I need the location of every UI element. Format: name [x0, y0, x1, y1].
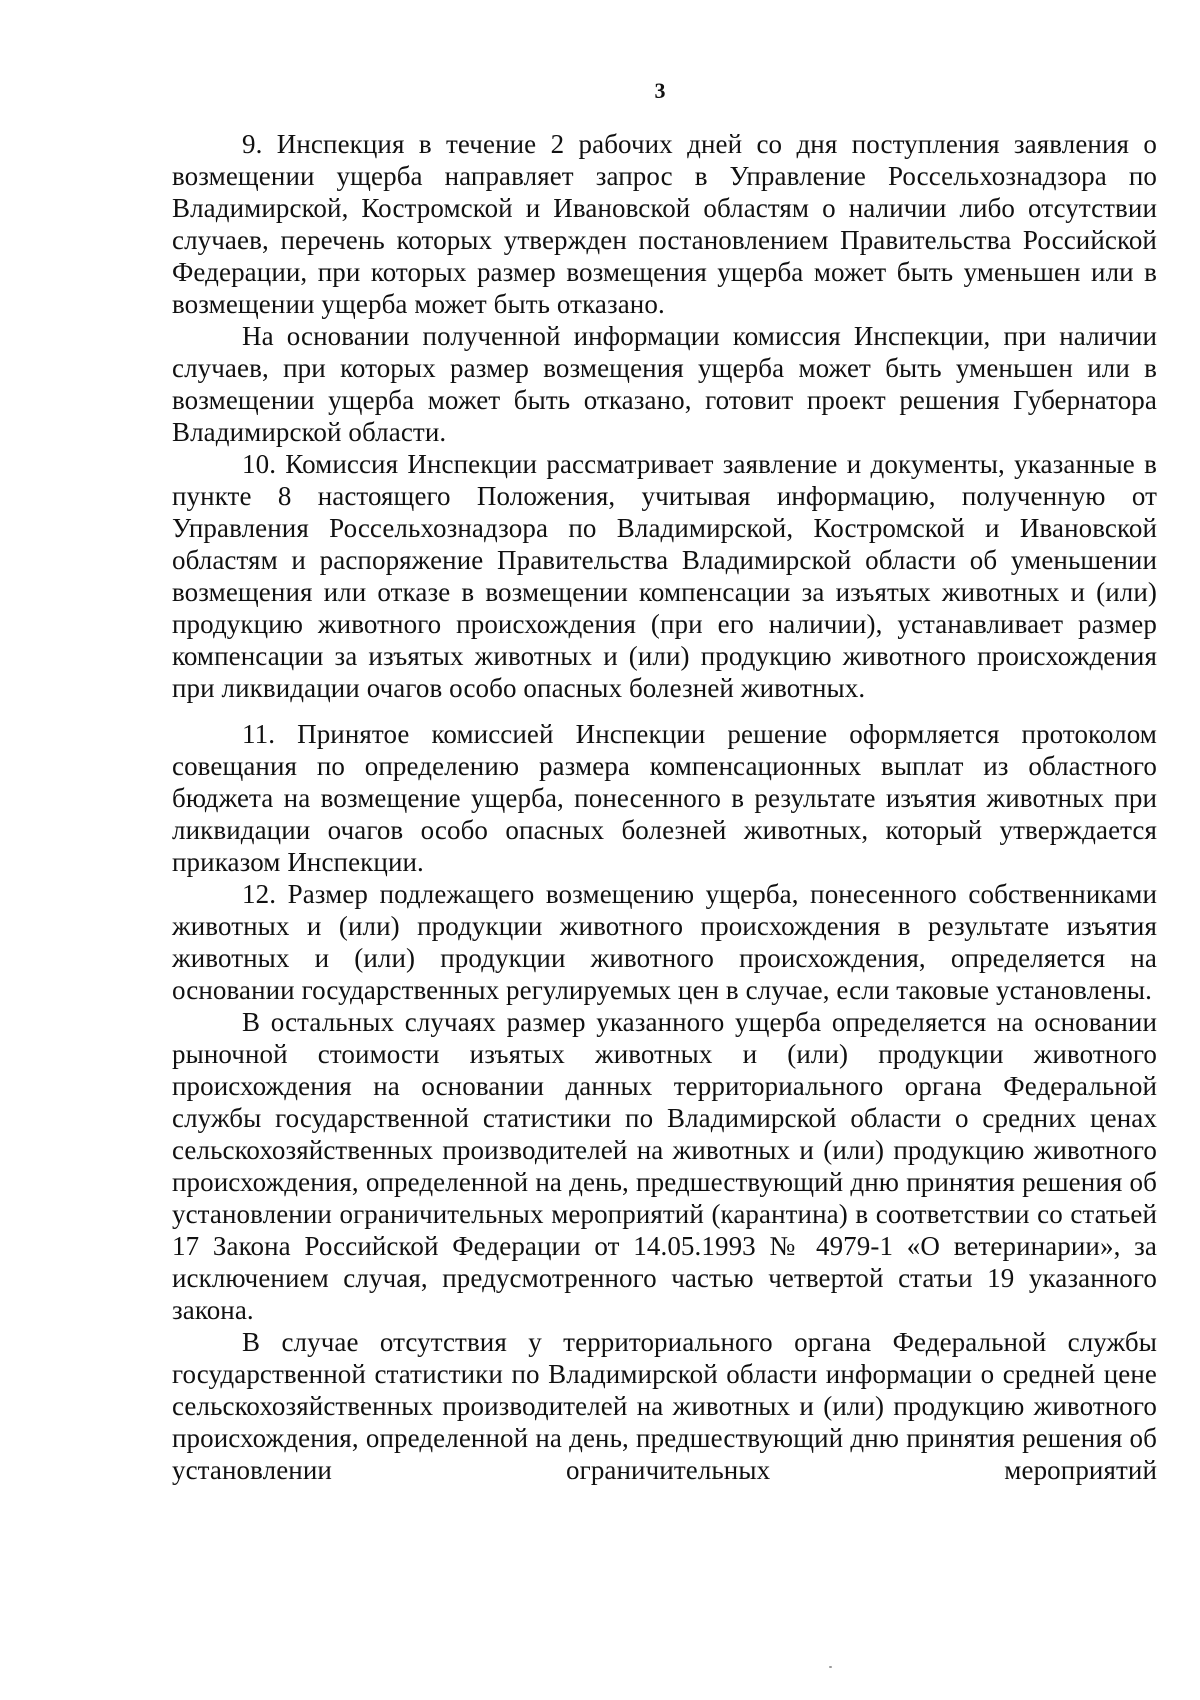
paragraph-item-12-absence-of-data: В случае отсутствия у территориального органа Федеральной службы государственной статистики по Владимирской области информации о средней цене сельскохозяйственных производителей на животных и (или) продукцию животного происхождения, определенной на день, предшествующий дню принятия решения об установлении ограничительных мероприятий: [172, 1327, 1157, 1485]
scan-artifact: [829, 1666, 832, 1668]
page-number: 3: [654, 78, 666, 103]
paragraph-item-9-continuation: На основании полученной информации комиссия Инспекции, при наличии случаев, при которых размер возмещения ущерба может быть уменьшен или в возмещении ущерба может быть отказано, готовит проект решения Губернатора Владимирской области.: [172, 321, 1157, 447]
paragraph-item-10: 10. Комиссия Инспекции рассматривает заявление и документы, указанные в пункте 8 настоящего Положения, учитывая информацию, полученную от Управления Россельхознадзора по Владимирской, Костромской и Ивановской областям и распоряжение Правительства Владимирской области об уменьшении возмещения или отказе в возмещении компенсации за изъятых животных и (или) продукцию животного происхождения (при его наличии), устанавливает размер компенсации за изъятых животных и (или) продукцию животного происхождения при ликвидации очагов особо опасных болезней животных.: [172, 449, 1157, 703]
document-body: [172, 128, 1157, 1486]
paragraph-item-9: 9. Инспекция в течение 2 рабочих дней со дня поступления заявления о возмещении ущерба направляет запрос в Управление Россельхознадзора по Владимирской, Костромской и Ивановской областям о наличии либо отсутствии случаев, перечень которых утвержден постановлением Правительства Российской Федерации, при которых размер возмещения ущерба может быть уменьшен или в возмещении ущерба может быть отказано.: [172, 129, 1157, 319]
paragraph-item-12: 12. Размер подлежащего возмещению ущерба, понесенного собственниками животных и (или) продукции животного происхождения в результате изъятия животных и (или) продукции животного происхождения, определяется на основании государственных регулируемых цен в случае, если таковые установлены.: [172, 879, 1157, 1005]
paragraph-item-12-other-cases: В остальных случаях размер указанного ущерба определяется на основании рыночной стоимости изъятых животных и (или) продукции животного происхождения на основании данных территориального органа Федеральной службы государственной статистики по Владимирской области о средних ценах сельскохозяйственных производителей на животных и (или) продукцию животного происхождения, определенной на день, предшествующий дню принятия решения об установлении ограничительных мероприятий (карантина) в соответствии со статьей 17 Закона Российской Федерации от 14.05.1993 № 4979-1 «О ветеринарии», за исключением случая, предусмотренного частью четвертой статьи 19 указанного закона.: [172, 1007, 1157, 1325]
paragraph-item-11: 11. Принятое комиссией Инспекции решение оформляется протоколом совещания по определению размера компенсационных выплат из областного бюджета на возмещение ущерба, понесенного в результате изъятия животных при ликвидации очагов особо опасных болезней животных, который утверждается приказом Инспекции.: [172, 719, 1157, 877]
